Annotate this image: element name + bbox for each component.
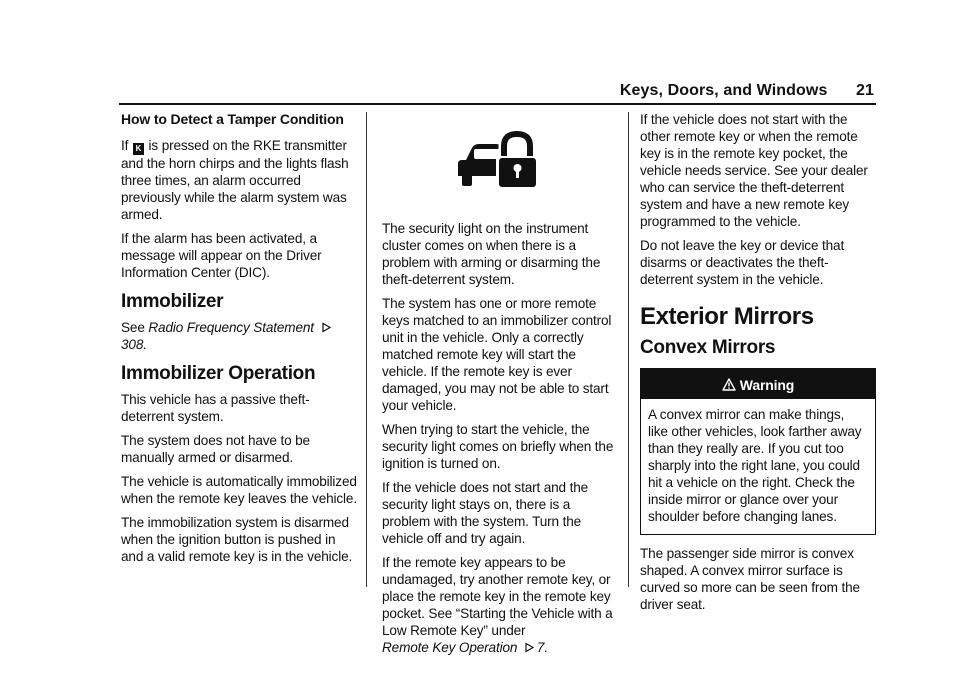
leave-key-paragraph: Do not leave the key or device that disarms or deactivates the theft-deterrent system in the vehicle.: [640, 238, 845, 287]
service-paragraph: If the vehicle does not start with the other remote key or when the remote key is in the remote key pocket, the vehicle needs service. See your dealer who can service the theft-deterrent system and have a new remote key programmed to the vehicle.: [640, 112, 868, 229]
not-start-paragraph: If the vehicle does not start and the security light stays on, there is a problem with the system. Turn the vehicle off and try again.: [382, 480, 589, 546]
remote-key-operation-link[interactable]: Remote Key Operation: [382, 640, 518, 655]
tamper-text-rest: is pressed on the RKE transmitter and the horn chirps and the lights flash three times, an alarm occurred previously while the alarm system was armed.: [121, 138, 349, 222]
undamaged-key-paragraph: [382, 554, 618, 656]
heading-exterior-mirrors: Exterior Mirrors: [640, 303, 814, 330]
header-divider: [119, 103, 876, 105]
heading-convex-mirrors: Convex Mirrors: [640, 337, 776, 358]
column-middle: [382, 130, 618, 663]
column-right: [640, 111, 876, 620]
tamper-paragraph-1: [121, 137, 357, 223]
radio-frequency-link[interactable]: Radio Frequency Statement: [148, 320, 314, 335]
warning-text: A convex mirror can make things, like other vehicles, look farther away than they really are. If you cut too sharply into the right lane, you could hit a vehicle on the right. Check the inside mirror or glance over your shoulder before changing lanes.: [648, 407, 862, 524]
see-reference: [121, 319, 357, 353]
operation-paragraph-3: The vehicle is automatically immobilized when the remote key leaves the vehicle.: [121, 474, 357, 506]
page-header: [0, 82, 874, 100]
warning-title: Warning: [739, 377, 795, 393]
heading-immobilizer: Immobilizer: [121, 291, 224, 312]
remote-key-page-number: 7.: [536, 640, 548, 655]
warning-header: [641, 369, 875, 399]
heading-immobilizer-operation: Immobilizer Operation: [121, 363, 316, 384]
column-divider-1: [366, 112, 367, 587]
warning-box: [640, 368, 876, 535]
passenger-mirror-paragraph: The passenger side mirror is convex shaped. A convex mirror surface is curved so more can be seen from the driver seat.: [640, 546, 860, 612]
lock-key-icon: K: [133, 143, 144, 155]
section-title: Keys, Doors, and Windows: [619, 82, 828, 99]
security-light-paragraph: The security light on the instrument cluster comes on when there is a problem with arming or disarming the theft-deterrent system.: [382, 221, 601, 287]
column-left: [121, 111, 357, 572]
heading-tamper-condition: How to Detect a Tamper Condition: [121, 111, 344, 127]
warning-icon: [722, 378, 736, 391]
tamper-paragraph-2: If the alarm has been activated, a message will appear on the Driver Information Center (DIC).: [121, 231, 322, 280]
remote-keys-paragraph: The system has one or more remote keys matched to an immobilizer control unit in the vehicle. Only a correctly matched remote key will start the vehicle. If the remote key is ever damaged, you may not be able to start your vehicle.: [382, 296, 612, 413]
starting-paragraph: When trying to start the vehicle, the security light comes on briefly when the ignition is turned on.: [382, 422, 614, 471]
see-page-number: 308.: [121, 337, 147, 352]
operation-paragraph-4: The immobilization system is disarmed when the ignition button is pushed in and a valid remote key is in the vehicle.: [121, 515, 353, 564]
column-divider-2: [628, 112, 629, 587]
operation-paragraph-1: This vehicle has a passive theft-deterrent system.: [121, 392, 310, 424]
see-prefix: See: [121, 320, 145, 335]
undamaged-key-text: If the remote key appears to be undamaged, try another remote key, or place the remote key in the remote key pocket. See “Starting the Vehicle with a Low Remote Key” under: [382, 555, 613, 638]
security-light-icon: [452, 130, 540, 194]
page-reference-icon: [524, 642, 535, 653]
operation-paragraph-2: The system does not have to be manually armed or disarmed.: [121, 433, 310, 465]
page-number: 21: [856, 82, 874, 99]
tamper-text-start: If: [121, 138, 129, 153]
page-reference-icon: [321, 322, 332, 333]
